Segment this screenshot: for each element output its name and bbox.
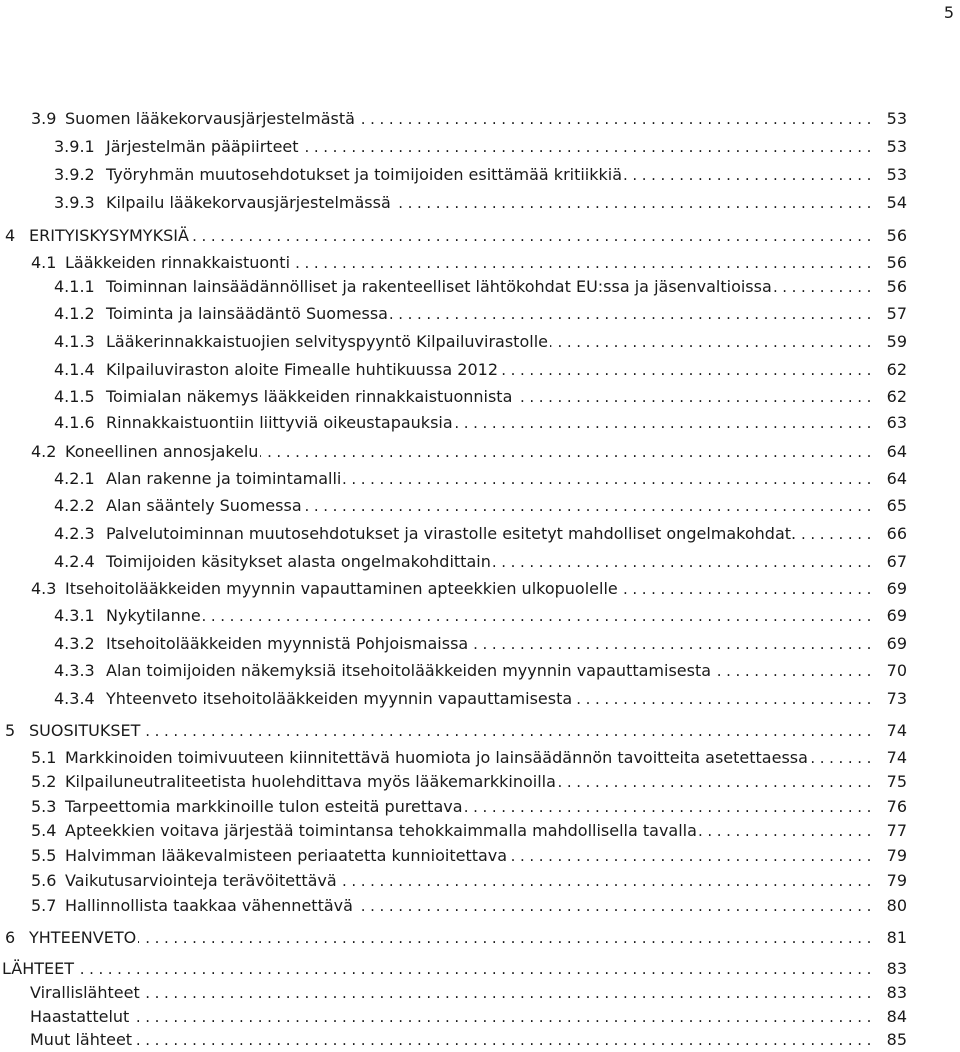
toc-entry-page: 74 [886,748,907,767]
toc-entry-page: 83 [886,983,907,1002]
dot-leader [493,550,876,574]
toc-entry[interactable] [31,894,907,918]
toc-entry-page: 77 [886,821,907,840]
toc-entry-title: Itsehoitolääkkeiden myynnin vapauttaminen apteekkien ulkopuolelle [65,579,618,598]
toc-entry-title: Markkinoiden toimivuuteen kiinnitettävä huomiota jo lainsäädännön tavoitteita asetettaessa [65,748,808,767]
toc-entry-page: 79 [886,846,907,865]
toc-entry-title: Rinnakkaistuontiin liittyviä oikeustapauksia [106,413,453,432]
toc-entry-page: 65 [886,496,907,515]
toc-entry-title: Muut lähteet [30,1030,133,1049]
toc-entry-title: Kilpailuneutraliteetista huolehdittava myös lääkemarkkinoilla [65,772,556,791]
dot-leader [774,275,876,299]
toc-entry-page: 57 [886,304,907,323]
toc-entry-title: Vaikutusarviointeja terävöitettävä [65,871,337,890]
dot-leader [191,224,876,248]
toc-entry-page: 83 [886,959,907,978]
toc-entry-page: 84 [886,1007,907,1026]
toc-entry-number: 4 [5,226,16,245]
toc-entry-title: SUOSITUKSET [29,721,141,740]
toc-entry-page: 81 [886,928,907,947]
toc-entry-title: Toiminta ja lainsäädäntö Suomessa [106,304,388,323]
toc-entry-title: Alan toimijoiden näkemyksiä itsehoitolääkkeiden myynnin vapauttamisesta [106,661,712,680]
dot-leader [339,869,876,893]
toc-entry-page: 74 [886,721,907,740]
dot-leader [393,191,876,215]
toc-entry[interactable] [30,1028,907,1052]
toc-entry-page: 69 [886,606,907,625]
toc-entry-number: 5.2 [31,772,57,791]
toc-entry-title: YHTEENVETO [29,928,137,947]
dot-leader [810,746,876,770]
toc-entry[interactable] [30,981,907,1005]
toc-entry-page: 53 [886,165,907,184]
dot-leader [142,719,876,743]
toc-entry-number: 4.2 [31,442,57,461]
toc-entry[interactable] [54,632,907,656]
dot-leader [465,795,876,819]
toc-entry-number: 5.6 [31,871,57,890]
toc-entry-number: 4.3.4 [54,689,95,708]
toc-entry[interactable] [54,467,907,491]
toc-entry-page: 64 [886,469,907,488]
toc-entry-title: ERITYISKYSYMYKSIÄ [29,226,189,245]
toc-entry[interactable] [54,191,907,215]
toc-entry[interactable] [54,163,907,187]
dot-leader [699,819,876,843]
toc-entry-page: 59 [886,332,907,351]
toc-entry-page: 69 [886,579,907,598]
toc-entry[interactable] [54,550,907,574]
toc-entry-number: 4.1.6 [54,413,95,432]
dot-leader [357,107,876,131]
toc-entry-page: 53 [886,137,907,156]
toc-entry-number: 3.9.3 [54,193,95,212]
toc-entry[interactable] [54,411,907,435]
dot-leader [301,135,876,159]
toc-entry-page: 79 [886,871,907,890]
toc-entry[interactable] [5,224,907,248]
dot-leader [500,358,876,382]
toc-entry-number: 4.2.3 [54,524,95,543]
dot-leader [509,844,876,868]
toc-entry-number: 4.2.1 [54,469,95,488]
dot-leader [713,659,876,683]
toc-entry[interactable] [54,494,907,518]
toc-entry-title: LÄHTEET [2,959,75,978]
toc-entry-number: 6 [5,928,16,947]
toc-entry-number: 4.3.1 [54,606,95,625]
toc-entry-page: 62 [886,360,907,379]
toc-entry[interactable] [54,358,907,382]
toc-entry-number: 5.7 [31,896,57,915]
dot-leader [798,522,876,546]
toc-entry-title: Koneellinen annosjakelu [65,442,259,461]
toc-entry[interactable] [31,107,907,131]
dot-leader [292,251,876,275]
toc-entry-title: Työryhmän muutosehdotukset ja toimijoiden esittämää kritiikkiä [106,165,623,184]
toc-entry-page: 53 [886,109,907,128]
dot-leader [558,770,876,794]
toc-entry-title: Palvelutoiminnan muutosehdotukset ja virastolle esitetyt mahdolliset ongelmakohdat. [106,524,797,543]
toc-entry-number: 4.1.1 [54,277,95,296]
dot-leader [142,981,876,1005]
toc-entry-title: Toimijoiden käsitykset alasta ongelmakohdittain [106,552,491,571]
toc-entry-title: Toimialan näkemys lääkkeiden rinnakkaistuonnista [106,387,513,406]
toc-entry-page: 54 [886,193,907,212]
toc-entry[interactable] [54,687,907,711]
toc-entry[interactable] [54,659,907,683]
toc-entry-title: Alan rakenne ja toimintamalli [106,469,342,488]
toc-entry-page: 69 [886,634,907,653]
toc-entry[interactable] [54,275,907,299]
dot-leader [131,1005,876,1029]
toc-entry-page: 56 [886,277,907,296]
toc-entry-title: Hallinnollista taakkaa vähennettävä [65,896,353,915]
toc-entry-number: 4.1.3 [54,332,95,351]
toc-entry[interactable] [5,719,907,743]
dot-leader [260,440,876,464]
toc-entry[interactable] [31,795,907,819]
toc-entry-title: Tarpeettomia markkinoille tulon esteitä purettava [65,797,463,816]
toc-entry-number: 5.4 [31,821,57,840]
toc-entry-page: 62 [886,387,907,406]
toc-entry[interactable] [31,577,907,601]
toc-entry-page: 56 [886,253,907,272]
toc-entry-title: Apteekkien voitava järjestää toimintansa tehokkaimmalla mahdollisella tavalla [65,821,697,840]
dot-leader [343,467,876,491]
toc-entry-page: 76 [886,797,907,816]
toc-entry-number: 5.5 [31,846,57,865]
dot-leader [620,577,876,601]
toc-entry-number: 4.1.4 [54,360,95,379]
toc-entry[interactable] [31,440,907,464]
toc-entry-title: Kilpailu lääkekorvausjärjestelmässä [106,193,391,212]
dot-leader [624,163,876,187]
dot-leader [455,411,876,435]
toc-entry-title: Järjestelmän pääpiirteet [106,137,299,156]
toc-entry-title: Halvimman lääkevalmisteen periaatetta kunnioitettava [65,846,508,865]
toc-entry-title: Virallislähteet [30,983,140,1002]
toc-entry-page: 66 [886,524,907,543]
toc-entry[interactable] [2,957,907,981]
toc-entry[interactable] [30,1005,907,1029]
toc-entry[interactable] [54,385,907,409]
toc-entry-number: 4.3 [31,579,57,598]
dot-leader [514,385,876,409]
toc-entry-title: Toiminnan lainsäädännölliset ja rakenteelliset lähtökohdat EU:ssa ja jäsenvaltioissa [106,277,772,296]
toc-entry[interactable] [54,330,907,354]
toc-entry[interactable] [31,844,907,868]
dot-leader [550,330,876,354]
dot-leader [138,926,876,950]
toc-entry-page: 67 [886,552,907,571]
toc-entry-page: 70 [886,661,907,680]
dot-leader [76,957,876,981]
toc-entry-number: 4.3.3 [54,661,95,680]
toc-entry-number: 4.1.2 [54,304,95,323]
toc-entry[interactable] [31,746,907,770]
toc-entry-title: Haastattelut [30,1007,130,1026]
dot-leader [355,894,876,918]
toc-entry-number: 4.2.4 [54,552,95,571]
toc-entry[interactable] [54,135,907,159]
toc-entry[interactable] [31,770,907,794]
toc-entry-number: 3.9.1 [54,137,95,156]
toc-entry-number: 5.3 [31,797,57,816]
dot-leader [203,604,876,628]
dot-leader [390,302,876,326]
toc-entry-number: 3.9.2 [54,165,95,184]
toc-entry-title: Itsehoitolääkkeiden myynnistä Pohjoismaissa [106,634,469,653]
toc-entry-title: Lääkerinnakkaistuojien selvityspyyntö Kilpailuvirastolle [106,332,548,351]
toc-entry[interactable] [31,819,907,843]
dot-leader [470,632,876,656]
toc-entry-number: 4.1 [31,253,57,272]
toc-entry-number: 3.9 [31,109,57,128]
toc-entry[interactable] [54,604,907,628]
toc-entry-title: Lääkkeiden rinnakkaistuonti [65,253,291,272]
dot-leader [574,687,876,711]
toc-entry-page: 64 [886,442,907,461]
toc-entry[interactable] [5,926,907,950]
toc-entry[interactable] [54,522,907,546]
toc-entry[interactable] [31,251,907,275]
toc-entry-page: 56 [886,226,907,245]
dot-leader [134,1028,876,1052]
toc-entry-title: Nykytilanne [106,606,201,625]
toc-entry[interactable] [31,869,907,893]
toc-entry-page: 85 [886,1030,907,1049]
toc-entry-title: Alan sääntely Suomessa [106,496,302,515]
toc-entry-page: 73 [886,689,907,708]
toc-entry[interactable] [54,302,907,326]
toc-entry-number: 4.1.5 [54,387,95,406]
toc-entry-number: 5.1 [31,748,57,767]
toc-entry-page: 63 [886,413,907,432]
toc-entry-title: Suomen lääkekorvausjärjestelmästä [65,109,355,128]
toc-entry-title: Yhteenveto itsehoitolääkkeiden myynnin vapauttamisesta [106,689,573,708]
page-number: 5 [943,3,954,22]
toc-entry-page: 80 [886,896,907,915]
toc-entry-number: 4.2.2 [54,496,95,515]
toc-entry-page: 75 [886,772,907,791]
dot-leader [304,494,876,518]
toc-entry-title: Kilpailuviraston aloite Fimealle huhtikuussa 2012 [106,360,498,379]
toc-entry-number: 5 [5,721,16,740]
toc-entry-number: 4.3.2 [54,634,95,653]
